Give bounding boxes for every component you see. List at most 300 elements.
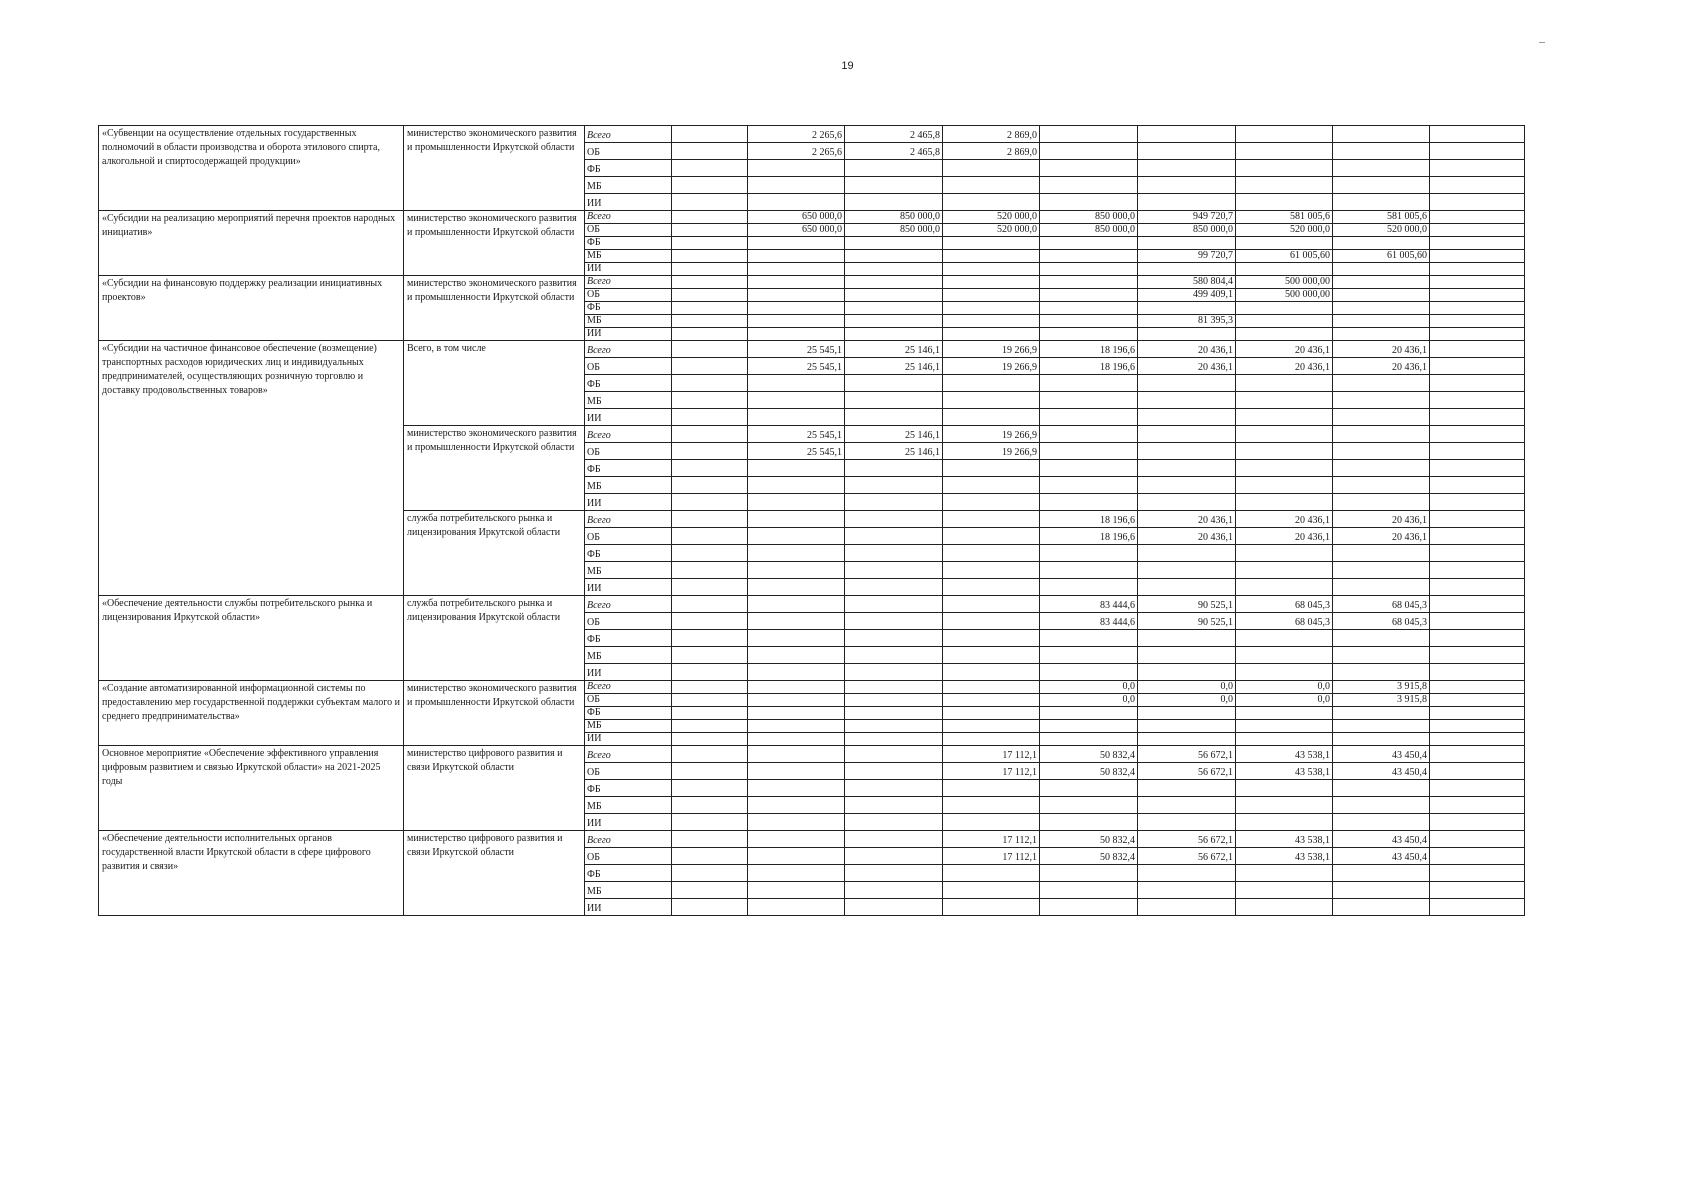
funding-source: ИИ (585, 328, 672, 341)
amount-cell (1236, 562, 1333, 579)
amount-cell: 43 538,1 (1236, 763, 1333, 780)
amount-cell (1333, 263, 1430, 276)
amount-cell (1430, 315, 1525, 328)
table-row (99, 276, 1525, 289)
amount-cell (672, 882, 748, 899)
page-number: 19 (841, 60, 854, 72)
amount-cell (748, 865, 845, 882)
amount-cell (943, 780, 1040, 797)
amount-cell (1040, 177, 1138, 194)
amount-cell: 50 832,4 (1040, 746, 1138, 763)
amount-cell (943, 460, 1040, 477)
amount-cell (1040, 780, 1138, 797)
amount-cell (1430, 579, 1525, 596)
amount-cell (748, 545, 845, 562)
executor-organization: министерство экономического развития и промышленности Иркутской области (404, 681, 585, 746)
amount-cell (672, 460, 748, 477)
amount-cell (1333, 276, 1430, 289)
amount-cell: 20 436,1 (1138, 511, 1236, 528)
amount-cell (672, 511, 748, 528)
amount-cell (672, 276, 748, 289)
amount-cell (1040, 797, 1138, 814)
amount-cell (1236, 237, 1333, 250)
amount-cell (845, 579, 943, 596)
amount-cell (672, 746, 748, 763)
amount-cell (672, 443, 748, 460)
funding-source: МБ (585, 562, 672, 579)
amount-cell: 20 436,1 (1236, 358, 1333, 375)
amount-cell: 2 465,8 (845, 126, 943, 143)
amount-cell (1333, 460, 1430, 477)
amount-cell (943, 899, 1040, 916)
funding-source: ФБ (585, 160, 672, 177)
amount-cell: 520 000,0 (1236, 224, 1333, 237)
event-description: «Субсидии на реализацию мероприятий перечня проектов народных инициатив» (99, 211, 404, 276)
amount-cell (1430, 630, 1525, 647)
amount-cell (672, 315, 748, 328)
amount-cell: 83 444,6 (1040, 596, 1138, 613)
amount-cell (1430, 177, 1525, 194)
amount-cell (845, 720, 943, 733)
amount-cell (672, 681, 748, 694)
amount-cell (1236, 177, 1333, 194)
amount-cell (845, 477, 943, 494)
amount-cell (845, 899, 943, 916)
amount-cell (1236, 882, 1333, 899)
amount-cell: 850 000,0 (1138, 224, 1236, 237)
amount-cell (1040, 392, 1138, 409)
amount-cell (1236, 302, 1333, 315)
amount-cell (1138, 194, 1236, 211)
amount-cell: 25 146,1 (845, 443, 943, 460)
event-description: «Субвенции на осуществление отдельных государственных полномочий в области производства и оборота этилового спирта, алкогольной и спиртосодержащей продукции» (99, 126, 404, 211)
table-row (99, 746, 1525, 763)
amount-cell (845, 763, 943, 780)
amount-cell (1040, 562, 1138, 579)
amount-cell (1236, 797, 1333, 814)
funding-source: ФБ (585, 237, 672, 250)
amount-cell: 20 436,1 (1138, 528, 1236, 545)
amount-cell (943, 194, 1040, 211)
amount-cell (943, 613, 1040, 630)
amount-cell (1040, 707, 1138, 720)
amount-cell (1430, 250, 1525, 263)
amount-cell (845, 882, 943, 899)
amount-cell (1430, 392, 1525, 409)
amount-cell: 650 000,0 (748, 224, 845, 237)
funding-source: ИИ (585, 263, 672, 276)
amount-cell (1333, 160, 1430, 177)
amount-cell (1236, 443, 1333, 460)
amount-cell (672, 426, 748, 443)
amount-cell (1333, 882, 1430, 899)
amount-cell (1430, 763, 1525, 780)
amount-cell (1430, 545, 1525, 562)
amount-cell (1236, 160, 1333, 177)
amount-cell (672, 733, 748, 746)
amount-cell: 17 112,1 (943, 763, 1040, 780)
amount-cell (1333, 630, 1430, 647)
amount-cell: 2 265,6 (748, 126, 845, 143)
funding-source: ОБ (585, 848, 672, 865)
amount-cell: 20 436,1 (1138, 358, 1236, 375)
amount-cell (845, 328, 943, 341)
amount-cell (1236, 720, 1333, 733)
funding-source: ФБ (585, 375, 672, 392)
amount-cell (1430, 224, 1525, 237)
amount-cell (1138, 579, 1236, 596)
executor-organization: служба потребительского рынка и лицензирования Иркутской области (404, 596, 585, 681)
amount-cell: 25 545,1 (748, 443, 845, 460)
amount-cell (1040, 865, 1138, 882)
amount-cell (1333, 426, 1430, 443)
amount-cell: 50 832,4 (1040, 763, 1138, 780)
amount-cell: 17 112,1 (943, 831, 1040, 848)
amount-cell (943, 276, 1040, 289)
amount-cell: 580 804,4 (1138, 276, 1236, 289)
funding-source: ФБ (585, 707, 672, 720)
amount-cell: 0,0 (1236, 681, 1333, 694)
amount-cell (748, 831, 845, 848)
amount-cell (1236, 647, 1333, 664)
amount-cell (1040, 477, 1138, 494)
amount-cell: 850 000,0 (1040, 211, 1138, 224)
funding-source: ФБ (585, 630, 672, 647)
amount-cell (748, 177, 845, 194)
amount-cell (672, 831, 748, 848)
amount-cell: 68 045,3 (1236, 613, 1333, 630)
amount-cell (672, 224, 748, 237)
amount-cell (1430, 780, 1525, 797)
amount-cell (748, 511, 845, 528)
amount-cell (672, 630, 748, 647)
amount-cell: 0,0 (1236, 694, 1333, 707)
amount-cell (1138, 177, 1236, 194)
amount-cell (845, 664, 943, 681)
amount-cell (845, 681, 943, 694)
amount-cell (1236, 477, 1333, 494)
amount-cell (1040, 409, 1138, 426)
amount-cell: 18 196,6 (1040, 528, 1138, 545)
executor-organization: министерство экономического развития и промышленности Иркутской области (404, 211, 585, 276)
amount-cell (748, 315, 845, 328)
amount-cell (1040, 276, 1138, 289)
amount-cell (672, 177, 748, 194)
amount-cell (1430, 494, 1525, 511)
amount-cell (1430, 426, 1525, 443)
amount-cell (845, 707, 943, 720)
amount-cell (672, 160, 748, 177)
amount-cell (672, 613, 748, 630)
amount-cell (672, 494, 748, 511)
amount-cell: 581 005,6 (1333, 211, 1430, 224)
amount-cell (672, 647, 748, 664)
funding-source: МБ (585, 315, 672, 328)
amount-cell (748, 882, 845, 899)
amount-cell (1430, 694, 1525, 707)
amount-cell (748, 328, 845, 341)
amount-cell (943, 733, 1040, 746)
amount-cell (748, 596, 845, 613)
amount-cell (1430, 477, 1525, 494)
amount-cell: 20 436,1 (1236, 528, 1333, 545)
amount-cell (1138, 263, 1236, 276)
amount-cell (1236, 814, 1333, 831)
funding-source: ОБ (585, 143, 672, 160)
amount-cell: 650 000,0 (748, 211, 845, 224)
amount-cell: 43 538,1 (1236, 848, 1333, 865)
event-description: «Субсидии на финансовую поддержку реализации инициативных проектов» (99, 276, 404, 341)
funding-source: МБ (585, 797, 672, 814)
amount-cell: 20 436,1 (1138, 341, 1236, 358)
amount-cell: 18 196,6 (1040, 511, 1138, 528)
amount-cell (672, 409, 748, 426)
amount-cell (1430, 528, 1525, 545)
amount-cell (748, 664, 845, 681)
amount-cell (1333, 664, 1430, 681)
amount-cell (748, 494, 845, 511)
event-description: Основное мероприятие «Обеспечение эффективного управления цифровым развитием и связью Иркутской области» на 2021-2025 годы (99, 746, 404, 831)
funding-source: ИИ (585, 409, 672, 426)
amount-cell (1040, 720, 1138, 733)
amount-cell (845, 460, 943, 477)
amount-cell (1333, 814, 1430, 831)
amount-cell (1138, 720, 1236, 733)
amount-cell (845, 780, 943, 797)
amount-cell (943, 664, 1040, 681)
amount-cell (845, 545, 943, 562)
amount-cell: 61 005,60 (1333, 250, 1430, 263)
amount-cell (943, 511, 1040, 528)
amount-cell: 19 266,9 (943, 426, 1040, 443)
amount-cell: 99 720,7 (1138, 250, 1236, 263)
amount-cell: 581 005,6 (1236, 211, 1333, 224)
funding-source: ФБ (585, 865, 672, 882)
amount-cell: 25 146,1 (845, 341, 943, 358)
funding-source: МБ (585, 647, 672, 664)
amount-cell (672, 694, 748, 707)
amount-cell: 0,0 (1040, 694, 1138, 707)
amount-cell (1333, 126, 1430, 143)
amount-cell (943, 707, 1040, 720)
amount-cell (748, 814, 845, 831)
amount-cell (943, 814, 1040, 831)
amount-cell (845, 289, 943, 302)
amount-cell (748, 160, 845, 177)
corner-mark (1539, 42, 1545, 43)
amount-cell (1040, 328, 1138, 341)
amount-cell (1138, 647, 1236, 664)
event-description: «Обеспечение деятельности исполнительных органов государственной власти Иркутской области в сфере цифрового развития и связи» (99, 831, 404, 916)
amount-cell (748, 562, 845, 579)
funding-source: ОБ (585, 694, 672, 707)
amount-cell (748, 681, 845, 694)
table-row (99, 681, 1525, 694)
amount-cell: 25 146,1 (845, 358, 943, 375)
amount-cell (748, 763, 845, 780)
amount-cell (1430, 562, 1525, 579)
amount-cell (748, 276, 845, 289)
funding-source: ОБ (585, 358, 672, 375)
amount-cell (1333, 143, 1430, 160)
amount-cell: 25 545,1 (748, 341, 845, 358)
amount-cell (1430, 443, 1525, 460)
executor-organization: министерство экономического развития и промышленности Иркутской области (404, 126, 585, 211)
funding-source: ИИ (585, 733, 672, 746)
amount-cell (748, 460, 845, 477)
amount-cell: 20 436,1 (1333, 511, 1430, 528)
amount-cell (845, 596, 943, 613)
amount-cell (1236, 426, 1333, 443)
amount-cell (748, 409, 845, 426)
amount-cell (1430, 276, 1525, 289)
amount-cell (1040, 579, 1138, 596)
amount-cell (672, 562, 748, 579)
amount-cell (1333, 865, 1430, 882)
amount-cell (1236, 263, 1333, 276)
amount-cell: 25 545,1 (748, 426, 845, 443)
amount-cell (672, 780, 748, 797)
funding-source: ОБ (585, 528, 672, 545)
amount-cell (1138, 443, 1236, 460)
funding-source: ИИ (585, 814, 672, 831)
funding-source: ОБ (585, 443, 672, 460)
amount-cell (1430, 126, 1525, 143)
amount-cell (845, 177, 943, 194)
amount-cell (1333, 443, 1430, 460)
funding-source: Всего (585, 276, 672, 289)
event-description: «Субсидии на частичное финансовое обеспечение (возмещение) транспортных расходов юридических лиц и индивидуальных предпринимателей, осуществляющих розничную торговлю и доставку продовольственных товаров» (99, 341, 404, 596)
amount-cell: 20 436,1 (1236, 511, 1333, 528)
amount-cell: 20 436,1 (1236, 341, 1333, 358)
amount-cell: 43 450,4 (1333, 763, 1430, 780)
amount-cell (1333, 194, 1430, 211)
amount-cell (943, 237, 1040, 250)
amount-cell: 25 545,1 (748, 358, 845, 375)
amount-cell (1333, 899, 1430, 916)
amount-cell (845, 865, 943, 882)
amount-cell: 56 672,1 (1138, 763, 1236, 780)
amount-cell (1040, 302, 1138, 315)
amount-cell (1333, 328, 1430, 341)
amount-cell (943, 694, 1040, 707)
amount-cell: 500 000,00 (1236, 289, 1333, 302)
amount-cell (1138, 865, 1236, 882)
funding-source: ИИ (585, 494, 672, 511)
amount-cell (943, 494, 1040, 511)
amount-cell (845, 647, 943, 664)
amount-cell (672, 865, 748, 882)
amount-cell (1333, 375, 1430, 392)
executor-organization: министерство экономического развития и промышленности Иркутской области (404, 426, 585, 511)
amount-cell (1040, 443, 1138, 460)
amount-cell (1430, 511, 1525, 528)
amount-cell (845, 733, 943, 746)
amount-cell (1236, 409, 1333, 426)
amount-cell (1430, 596, 1525, 613)
amount-cell (845, 562, 943, 579)
amount-cell (672, 528, 748, 545)
amount-cell (1236, 545, 1333, 562)
amount-cell (845, 831, 943, 848)
amount-cell (748, 289, 845, 302)
amount-cell (1236, 707, 1333, 720)
amount-cell (1040, 545, 1138, 562)
amount-cell: 20 436,1 (1333, 341, 1430, 358)
amount-cell (672, 797, 748, 814)
amount-cell (672, 341, 748, 358)
amount-cell (672, 579, 748, 596)
amount-cell (1333, 477, 1430, 494)
amount-cell (748, 579, 845, 596)
amount-cell (943, 177, 1040, 194)
amount-cell: 90 525,1 (1138, 613, 1236, 630)
amount-cell: 19 266,9 (943, 443, 1040, 460)
amount-cell: 81 395,3 (1138, 315, 1236, 328)
amount-cell: 20 436,1 (1333, 358, 1430, 375)
amount-cell (943, 263, 1040, 276)
amount-cell (1430, 797, 1525, 814)
amount-cell (1430, 681, 1525, 694)
amount-cell (748, 707, 845, 720)
amount-cell (1236, 780, 1333, 797)
amount-cell (1040, 494, 1138, 511)
funding-source: ОБ (585, 613, 672, 630)
amount-cell (1138, 733, 1236, 746)
amount-cell (748, 733, 845, 746)
amount-cell (1236, 315, 1333, 328)
amount-cell (1430, 194, 1525, 211)
amount-cell: 56 672,1 (1138, 746, 1236, 763)
amount-cell (672, 250, 748, 263)
amount-cell (845, 315, 943, 328)
amount-cell (1138, 302, 1236, 315)
amount-cell (1430, 733, 1525, 746)
amount-cell (845, 276, 943, 289)
amount-cell (1333, 392, 1430, 409)
amount-cell (672, 302, 748, 315)
amount-cell (1430, 460, 1525, 477)
amount-cell: 2 869,0 (943, 143, 1040, 160)
funding-source: ИИ (585, 664, 672, 681)
amount-cell: 0,0 (1138, 694, 1236, 707)
amount-cell (672, 263, 748, 276)
amount-cell (943, 315, 1040, 328)
funding-source: ИИ (585, 899, 672, 916)
amount-cell (1040, 733, 1138, 746)
amount-cell (943, 409, 1040, 426)
amount-cell (748, 302, 845, 315)
amount-cell (1040, 250, 1138, 263)
funding-source: МБ (585, 392, 672, 409)
funding-source: Всего (585, 596, 672, 613)
amount-cell (1138, 409, 1236, 426)
amount-cell (845, 613, 943, 630)
amount-cell (1040, 289, 1138, 302)
amount-cell (1333, 409, 1430, 426)
executor-organization: Всего, в том числе (404, 341, 585, 426)
amount-cell (1138, 545, 1236, 562)
amount-cell (1040, 375, 1138, 392)
amount-cell (1040, 882, 1138, 899)
amount-cell (748, 375, 845, 392)
amount-cell (1138, 460, 1236, 477)
amount-cell (845, 250, 943, 263)
amount-cell (845, 694, 943, 707)
amount-cell (1138, 707, 1236, 720)
funding-source: Всего (585, 511, 672, 528)
amount-cell (943, 797, 1040, 814)
